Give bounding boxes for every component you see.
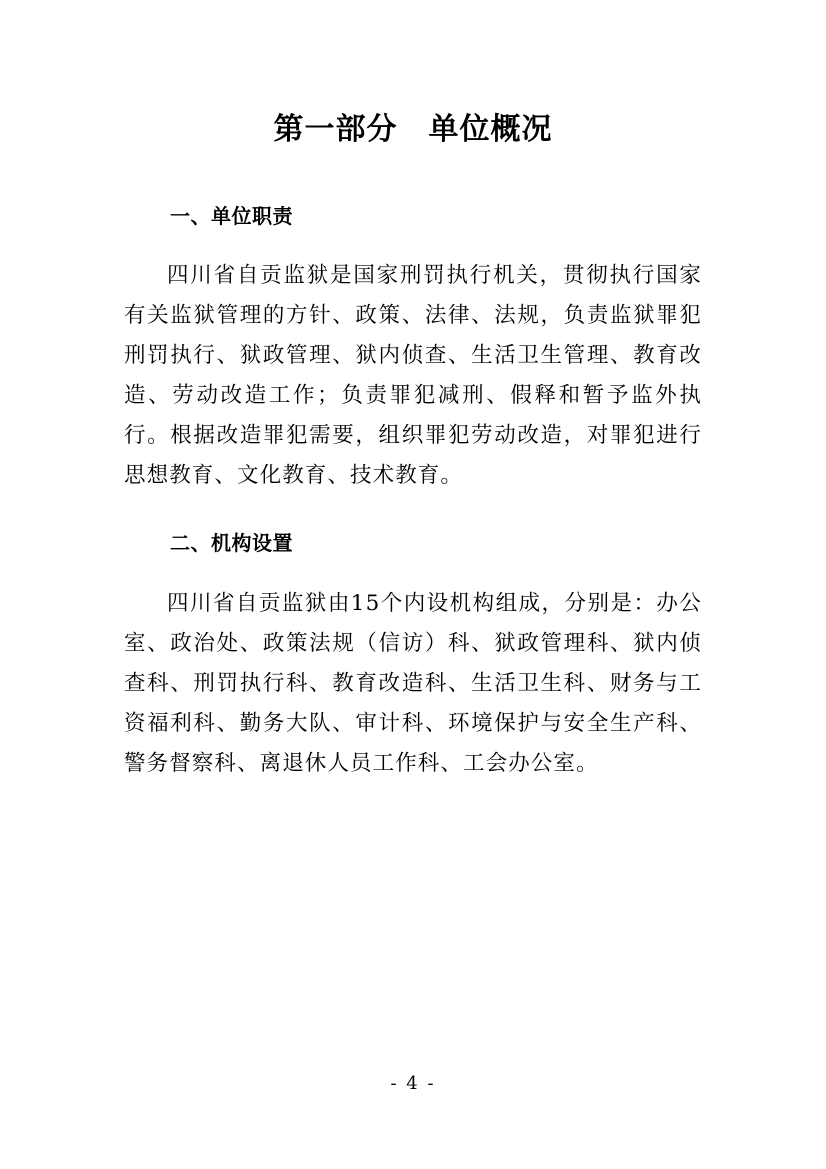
section-heading-duties: 一、单位职责 — [170, 204, 293, 228]
section-heading-structure: 二、机构设置 — [170, 531, 293, 555]
section-paragraph-duties: 四川省自贡监狱是国家刑罚执行机关，贯彻执行国家有关监狱管理的方针、政策、法律、法规，负责监狱罪犯刑罚执行、狱政管理、狱内侦查、生活卫生管理、教育改造、劳动改造工作；负责罪犯减刑、假释和暂予监外执行。根据改造罪犯需要，组织罪犯劳动改造，对罪犯进行思想教育、文化教育、技术教育。 — [124, 263, 702, 488]
page-title: 第一部分 单位概况 — [273, 112, 553, 147]
page-number: - 4 - — [390, 1073, 436, 1094]
section-paragraph-structure: 四川省自贡监狱由15个内设机构组成，分别是：办公室、政治处、政策法规（信访）科、狱政管理科、狱内侦查科、刑罚执行科、教育改造科、生活卫生科、财务与工资福利科、勤务大队、审计科、环境保护与安全生产科、警务督察科、离退休人员工作科、工会办公室。 — [124, 591, 702, 776]
